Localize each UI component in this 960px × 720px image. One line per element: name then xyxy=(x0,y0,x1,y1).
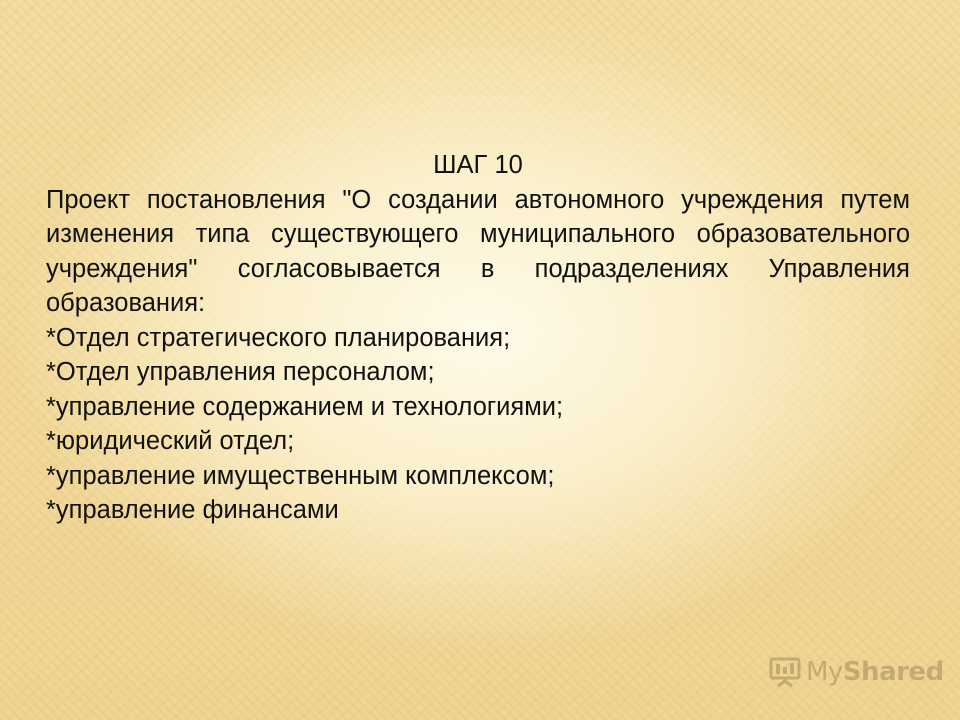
watermark-text-my: My xyxy=(806,657,843,687)
department-list xyxy=(46,321,910,528)
list-item: *управление содержанием и технологиями; xyxy=(46,392,564,421)
list-item: *Отдел стратегического планирования; xyxy=(46,323,511,352)
presentation-board-icon xyxy=(768,655,802,689)
slide-content xyxy=(46,148,910,528)
list-item: *управление финансами xyxy=(46,496,339,524)
list-item: *управление имущественным комплексом; xyxy=(46,461,555,490)
slide-heading: ШАГ 10 xyxy=(433,151,523,179)
slide-paragraph: Проект постановления "О создании автономного учреждения путем изменения типа существующего муниципального образовательного учреждения" согласовывается в подразделениях Управления образования: xyxy=(46,185,910,317)
myshared-watermark xyxy=(768,652,944,692)
list-item: *Отдел управления персоналом; xyxy=(46,358,435,386)
watermark-text-shared: Shared xyxy=(842,657,944,687)
list-item: *юридический отдел; xyxy=(46,427,295,455)
